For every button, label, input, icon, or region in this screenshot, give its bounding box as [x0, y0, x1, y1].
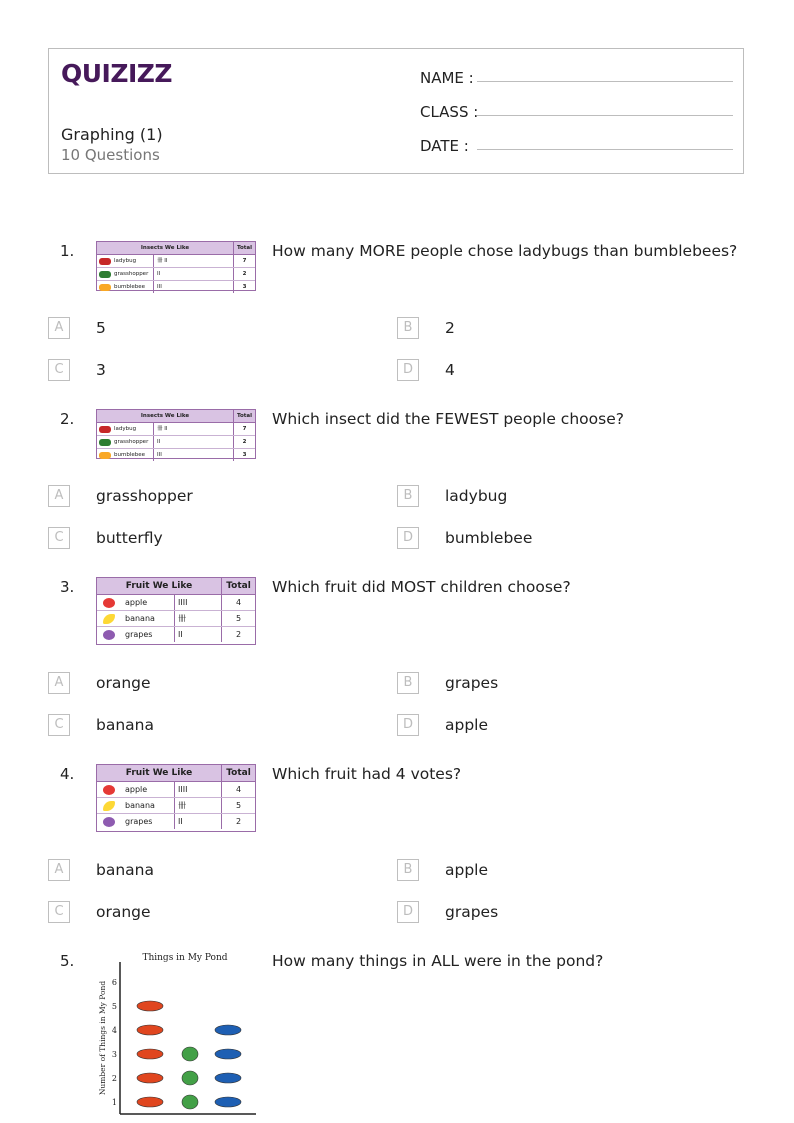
y-tick-label: 2 [111, 1074, 117, 1083]
question-count: 10 Questions [61, 146, 160, 164]
banana-icon [103, 614, 115, 624]
grapes-icon [103, 630, 115, 640]
row-name: grapes [125, 630, 153, 639]
question-1-number: 1. [60, 242, 75, 260]
q1-option-b-text[interactable]: 2 [445, 319, 455, 337]
pictograph-title: Things in My Pond [142, 953, 228, 963]
q2-option-d-text[interactable]: bumblebee [445, 529, 533, 547]
row-total: 7 [242, 258, 247, 264]
row-tally: IIII [175, 595, 222, 610]
row-tally: IIII [175, 782, 222, 797]
question-2-number: 2. [60, 410, 75, 428]
apple-icon [103, 598, 115, 608]
row-total: 4 [235, 785, 242, 794]
class-label: CLASS : [420, 103, 479, 121]
grasshopper-icon [99, 439, 111, 446]
boat-icon [215, 1097, 241, 1107]
fruit-tally-table-q4 [96, 764, 256, 832]
boat-icon [215, 1025, 241, 1035]
date-label: DATE : [420, 137, 469, 155]
fish-icon [137, 1001, 163, 1011]
row-total: 2 [235, 630, 242, 639]
row-name: grapes [125, 817, 153, 826]
q3-option-d-text[interactable]: apple [445, 716, 489, 734]
row-name: apple [125, 598, 148, 607]
bumblebee-icon [99, 284, 111, 291]
fruit-tally-table-q3 [96, 577, 256, 645]
apple-icon [103, 785, 115, 795]
q2-option-a-text[interactable]: grasshopper [96, 487, 193, 505]
boat-icon [215, 1049, 241, 1059]
q1-option-a-box[interactable]: A [48, 317, 70, 339]
row-tally: 卌 [175, 798, 222, 813]
row-name: grasshopper [114, 439, 149, 445]
row-name: bumblebee [114, 452, 145, 458]
q4-option-c-box[interactable]: C [48, 901, 70, 923]
fish-icon [137, 1097, 163, 1107]
pictograph-ylabel: Number of Things in My Pond [98, 980, 107, 1096]
pond-pictograph [90, 948, 260, 1123]
table-title: Insects We Like [97, 242, 234, 254]
row-tally: III [154, 449, 234, 461]
row-name: banana [125, 614, 155, 623]
table-total-header: Total [226, 581, 251, 591]
question-5-text: How many things in ALL were in the pond? [272, 952, 604, 970]
row-tally: 卌 II [154, 423, 234, 435]
q3-option-a-box[interactable]: A [48, 672, 70, 694]
row-tally: 卌 II [154, 255, 234, 267]
q3-option-a-text[interactable]: orange [96, 674, 151, 692]
row-total: 5 [235, 801, 242, 810]
question-4-number: 4. [60, 765, 75, 783]
row-name: ladybug [114, 426, 137, 432]
row-total: 2 [235, 817, 242, 826]
bumblebee-icon [99, 452, 111, 459]
row-total: 2 [242, 271, 247, 277]
row-name: apple [125, 785, 148, 794]
question-2-text: Which insect did the FEWEST people choose? [272, 410, 624, 428]
q1-option-b-box[interactable]: B [397, 317, 419, 339]
question-3-text: Which fruit did MOST children choose? [272, 578, 571, 596]
y-tick-label: 1 [111, 1098, 117, 1107]
fish-icon [137, 1073, 163, 1083]
table-total-header: Total [226, 768, 251, 778]
frog-icon [182, 1095, 198, 1109]
q4-option-b-text[interactable]: apple [445, 861, 489, 879]
row-name: ladybug [114, 258, 137, 264]
table-total-header: Total [236, 245, 253, 251]
q2-option-b-box[interactable]: B [397, 485, 419, 507]
date-line [477, 149, 733, 150]
worksheet-header [48, 48, 744, 174]
fish-icon [137, 1025, 163, 1035]
q1-option-d-box[interactable]: D [397, 359, 419, 381]
q3-option-b-box[interactable]: B [397, 672, 419, 694]
row-tally: 卌 [175, 611, 222, 626]
name-line [477, 81, 733, 82]
grapes-icon [103, 817, 115, 827]
row-total: 7 [242, 426, 247, 432]
q4-option-d-box[interactable]: D [397, 901, 419, 923]
row-total: 5 [235, 614, 242, 623]
q1-option-c-box[interactable]: C [48, 359, 70, 381]
q2-option-c-box[interactable]: C [48, 527, 70, 549]
fish-icon [137, 1049, 163, 1059]
date-field[interactable] [420, 137, 469, 155]
q2-option-c-text[interactable]: butterfly [96, 529, 163, 547]
name-field[interactable] [420, 69, 474, 87]
row-total: 3 [242, 284, 247, 290]
row-name: bumblebee [114, 284, 145, 290]
frog-icon [182, 1071, 198, 1085]
banana-icon [103, 801, 115, 811]
q4-option-c-text[interactable]: orange [96, 903, 151, 921]
q3-option-b-text[interactable]: grapes [445, 674, 499, 692]
q4-option-b-box[interactable]: B [397, 859, 419, 881]
quizizz-logo: QUIZIZZ [61, 59, 173, 88]
row-tally: II [175, 814, 222, 829]
question-5-number: 5. [60, 952, 75, 970]
class-line [477, 115, 733, 116]
y-tick-label: 6 [111, 978, 117, 987]
table-title: Insects We Like [97, 410, 234, 422]
boat-icon [215, 1073, 241, 1083]
q2-option-d-box[interactable]: D [397, 527, 419, 549]
ladybug-icon [99, 258, 111, 265]
row-total: 4 [235, 598, 242, 607]
q2-option-b-text[interactable]: ladybug [445, 487, 508, 505]
table-title: Fruit We Like [97, 765, 222, 781]
y-tick-label: 5 [111, 1002, 117, 1011]
q3-option-d-box[interactable]: D [397, 714, 419, 736]
q3-option-c-box[interactable]: C [48, 714, 70, 736]
q4-option-d-text[interactable]: grapes [445, 903, 499, 921]
name-label: NAME : [420, 69, 474, 87]
row-tally: III [154, 281, 234, 293]
question-3-number: 3. [60, 578, 75, 596]
q1-option-d-text[interactable]: 4 [445, 361, 455, 379]
q1-option-a-text[interactable]: 5 [96, 319, 106, 337]
y-tick-label: 3 [111, 1050, 117, 1059]
q3-option-c-text[interactable]: banana [96, 716, 154, 734]
grasshopper-icon [99, 271, 111, 278]
q4-option-a-box[interactable]: A [48, 859, 70, 881]
row-name: banana [125, 801, 155, 810]
insect-tally-table-q1 [96, 241, 256, 291]
worksheet-title: Graphing (1) [61, 125, 163, 144]
class-field[interactable] [420, 103, 478, 121]
q2-option-a-box[interactable]: A [48, 485, 70, 507]
table-title: Fruit We Like [97, 578, 222, 594]
row-tally: II [154, 436, 234, 448]
row-tally: II [154, 268, 234, 280]
row-tally: II [175, 627, 222, 642]
frog-icon [182, 1047, 198, 1061]
row-name: grasshopper [114, 271, 149, 277]
row-total: 3 [242, 452, 247, 458]
insect-tally-table-q2 [96, 409, 256, 459]
q1-option-c-text[interactable]: 3 [96, 361, 106, 379]
ladybug-icon [99, 426, 111, 433]
q4-option-a-text[interactable]: banana [96, 861, 154, 879]
question-1-text: How many MORE people chose ladybugs than bumblebees? [272, 242, 738, 260]
question-4-text: Which fruit had 4 votes? [272, 765, 462, 783]
y-tick-label: 4 [111, 1026, 117, 1035]
table-total-header: Total [236, 413, 253, 419]
row-total: 2 [242, 439, 247, 445]
